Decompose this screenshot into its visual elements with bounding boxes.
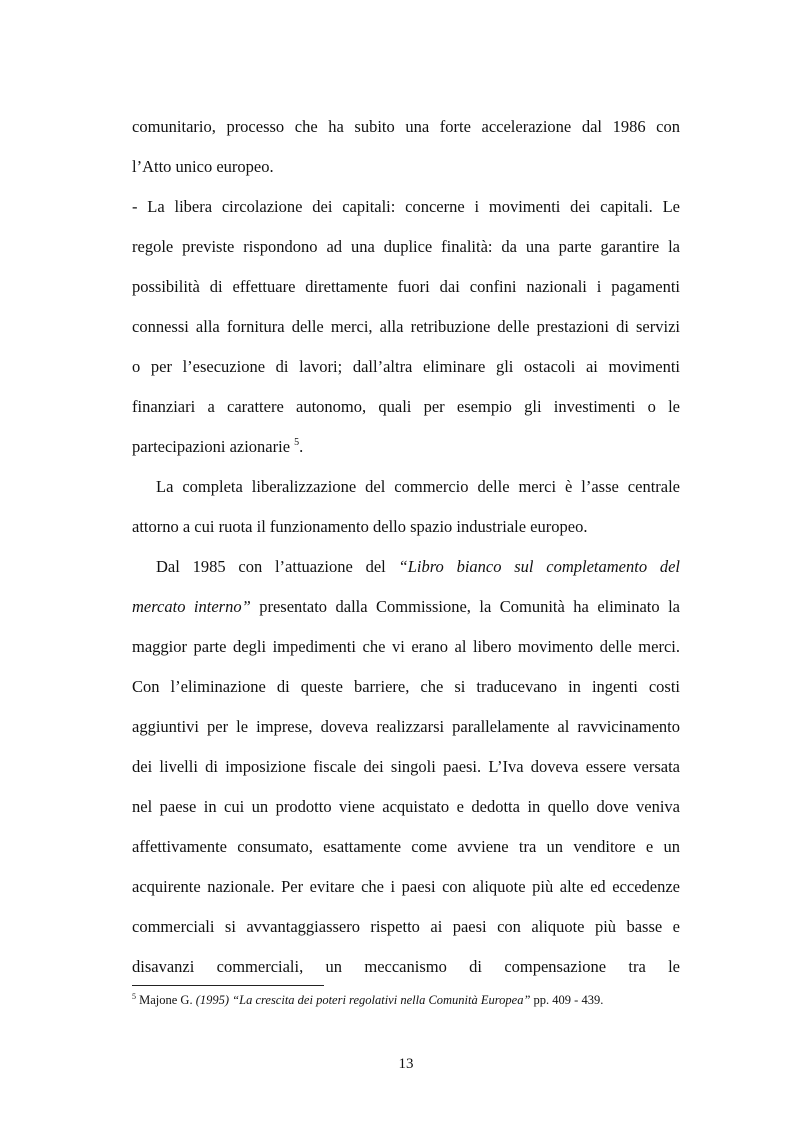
text-line: commerciali si avvantaggiassero rispetto ai paesi con aliquote più basse e (132, 917, 680, 936)
body-text (132, 107, 680, 987)
text-line: La completa liberalizzazione del commercio delle merci è l’asse centrale (156, 477, 680, 496)
text-line: connessi alla fornitura delle merci, alla retribuzione delle prestazioni di servizi (132, 317, 680, 336)
text-line: maggior parte degli impedimenti che vi erano al libero movimento delle merci. (132, 637, 680, 656)
footnote (132, 992, 680, 1008)
footnote-citation: (1995) “La crescita dei poteri regolativi nella Comunità Europea” (195, 993, 531, 1007)
text-line: l’Atto unico europeo. (132, 157, 274, 176)
text-line: aggiuntivi per le imprese, doveva realizzarsi parallelamente al ravvicinamento (132, 717, 680, 736)
text-line: o per l’esecuzione di lavori; dall’altra eliminare gli ostacoli ai movimenti (132, 357, 680, 376)
text-line: Con l’eliminazione di queste barriere, che si traducevano in ingenti costi (132, 677, 680, 696)
footnote-number: 5 (132, 992, 136, 1001)
footnote-reference: 5 (294, 437, 300, 448)
text-line: dei livelli di imposizione fiscale dei singoli paesi. L’Iva doveva essere versata (132, 757, 680, 776)
text-line (132, 547, 680, 587)
text-segment: Dal 1985 con l’attuazione del (156, 557, 399, 576)
text-segment: presentato dalla Commissione, la Comunità ha eliminato la (250, 597, 681, 616)
text-line: finanziari a carattere autonomo, quali per esempio gli investimenti o le (132, 397, 680, 416)
footnote-author: Majone G. (136, 993, 196, 1007)
book-title: “Libro bianco sul completamento del (398, 557, 681, 576)
footnote-pages: pp. 409 - 439. (530, 993, 604, 1007)
text-line: comunitario, processo che ha subito una forte accelerazione dal 1986 con (132, 117, 680, 136)
text-line: - La libera circolazione dei capitali: concerne i movimenti dei capitali. Le (132, 197, 680, 216)
text-line: regole previste rispondono ad una duplice finalità: da una parte garantire la (132, 237, 680, 256)
footnote-divider (132, 985, 324, 986)
text-line (132, 587, 680, 627)
text-segment: partecipazioni azionarie (132, 437, 295, 456)
text-line: acquirente nazionale. Per evitare che i paesi con aliquote più alte ed eccedenze (132, 877, 680, 896)
text-line (132, 427, 680, 467)
text-line: possibilità di effettuare direttamente fuori dai confini nazionali i pagamenti (132, 277, 680, 296)
text-line: disavanzi commerciali, un meccanismo di compensazione tra le (132, 957, 680, 976)
text-segment: . (299, 437, 304, 456)
page-number: 13 (398, 1056, 414, 1072)
book-title: mercato interno” (132, 597, 251, 616)
text-line: affettivamente consumato, esattamente come avviene tra un venditore e un (132, 837, 680, 856)
text-line: attorno a cui ruota il funzionamento dello spazio industriale europeo. (132, 517, 588, 536)
text-line: nel paese in cui un prodotto viene acquistato e dedotta in quello dove veniva (132, 797, 680, 816)
